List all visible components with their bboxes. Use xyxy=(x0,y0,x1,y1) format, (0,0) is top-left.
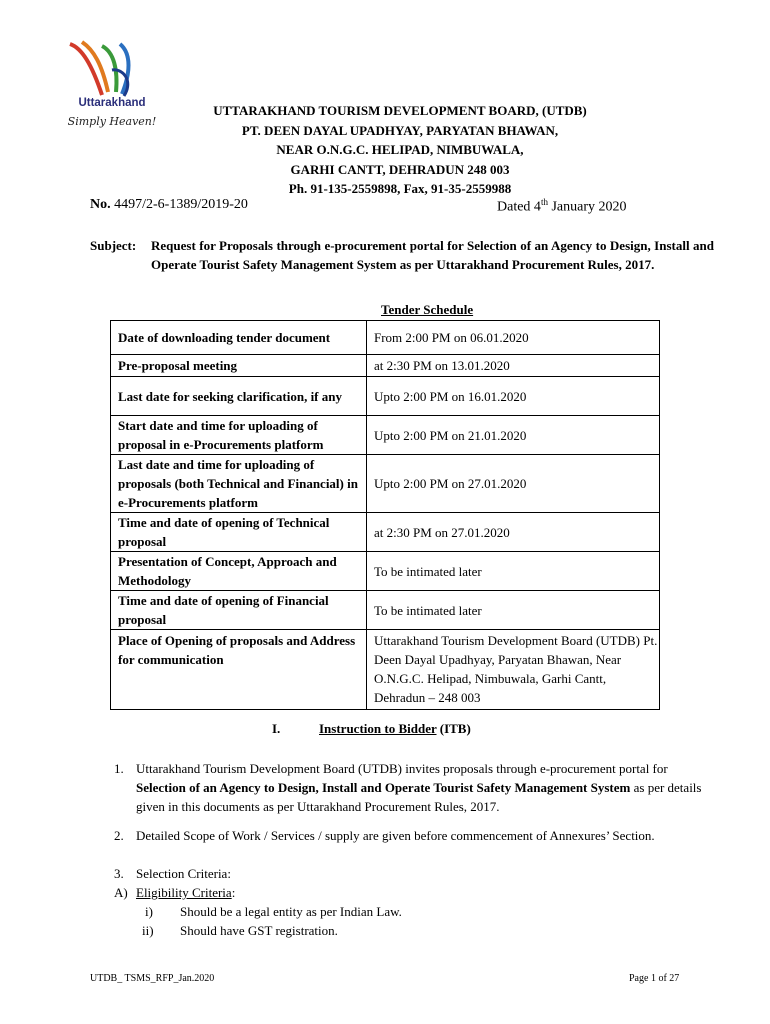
eligibility-heading-text: Eligibility Criteria xyxy=(136,885,232,900)
paragraph-text: Selection Criteria: xyxy=(136,866,231,881)
section-number: I. xyxy=(272,721,281,736)
schedule-value: To be intimated later xyxy=(367,552,660,591)
itb-paragraph-3 xyxy=(114,864,718,883)
reference-value: 4497/2-6-1389/2019-20 xyxy=(114,197,248,212)
table-row xyxy=(111,552,660,591)
paragraph-number: 1. xyxy=(114,761,124,776)
schedule-title: Tender Schedule xyxy=(381,302,474,317)
date-ordinal: th xyxy=(540,197,548,207)
schedule-label: Last date for seeking clarification, if any xyxy=(111,377,367,416)
schedule-label: Start date and time for uploading of proposal in e-Procurements platform xyxy=(111,416,367,455)
logo-swirl-icon xyxy=(62,40,162,100)
reference-number xyxy=(90,197,248,213)
reference-label: No. xyxy=(90,197,111,212)
paragraph-number: 2. xyxy=(114,828,124,843)
schedule-label: Time and date of opening of Technical proposal xyxy=(111,513,367,552)
table-row xyxy=(111,377,660,416)
schedule-label: Time and date of opening of Financial proposal xyxy=(111,591,367,630)
criteria-item-text: Should have GST registration. xyxy=(180,923,338,938)
schedule-value: Upto 2:00 PM on 27.01.2020 xyxy=(367,455,660,513)
schedule-value: Upto 2:00 PM on 16.01.2020 xyxy=(367,377,660,416)
logo-brand-text: Uttarakhand xyxy=(78,97,146,109)
subject xyxy=(90,236,714,274)
subject-text: Request for Proposals through e-procurement portal for Selection of an Agency to Design, Install and Operate Tourist Safety Management System as per Uttarakhand Procurement Rules, 2017. xyxy=(151,238,714,272)
date-suffix: January 2020 xyxy=(547,199,627,215)
schedule-label: Place of Opening of proposals and Address for communication xyxy=(111,630,367,710)
criteria-item-number: i) xyxy=(145,904,153,919)
tender-schedule-table xyxy=(110,320,660,710)
footer-page-number: Page 1 of 27 xyxy=(629,973,680,984)
itb-paragraph-1 xyxy=(114,759,718,816)
uttarakhand-logo xyxy=(62,40,162,135)
itb-paragraph-2 xyxy=(114,826,718,845)
schedule-label: Date of downloading tender document xyxy=(111,321,367,355)
schedule-label: Pre-proposal meeting xyxy=(111,355,367,377)
section-title-underlined: Instruction to Bidder xyxy=(319,721,437,736)
schedule-label: Last date and time for uploading of proposals (both Technical and Financial) in e-Procurements platform xyxy=(111,455,367,513)
schedule-value: From 2:00 PM on 06.01.2020 xyxy=(367,321,660,355)
criteria-item-text: Should be a legal entity as per Indian Law. xyxy=(180,904,402,919)
section-title xyxy=(319,721,471,737)
document-date xyxy=(497,197,627,216)
schedule-value: Upto 2:00 PM on 21.01.2020 xyxy=(367,416,660,455)
paragraph-text: Detailed Scope of Work / Services / supply are given before commencement of Annexures’ Section. xyxy=(136,828,655,843)
table-row xyxy=(111,355,660,377)
paragraph-text-start: Uttarakhand Tourism Development Board (UTDB) invites proposals through e-procurement portal for xyxy=(136,761,668,776)
paragraph-text xyxy=(136,759,718,816)
date-prefix: Dated 4 xyxy=(497,199,541,215)
criteria-item-number: ii) xyxy=(142,923,154,938)
paragraph-text-end: as per details given in this documents as per Uttarakhand Procurement Rules, 2017. xyxy=(136,780,702,814)
schedule-label: Presentation of Concept, Approach and Methodology xyxy=(111,552,367,591)
section-title-rest: (ITB) xyxy=(436,721,471,736)
table-row xyxy=(111,321,660,355)
letterhead-line: PT. DEEN DAYAL UPADHYAY, PARYATAN BHAWAN, xyxy=(241,122,559,138)
eligibility-letter: A) xyxy=(114,885,128,900)
schedule-value: To be intimated later xyxy=(367,591,660,630)
subject-label: Subject: xyxy=(90,238,137,253)
eligibility-colon: : xyxy=(231,885,236,900)
table-row xyxy=(111,630,660,710)
letterhead-line: Ph. 91-135-2559898, Fax, 91-35-2559988 xyxy=(288,181,512,196)
letterhead xyxy=(180,101,620,199)
letterhead-line: UTTARAKHAND TOURISM DEVELOPMENT BOARD, (UTDB) xyxy=(213,103,587,118)
paragraph-text-bold: Selection of an Agency to Design, Install and Operate Tourist Safety Management System xyxy=(136,780,631,795)
letterhead-line: NEAR O.N.G.C. HELIPAD, NIMBUWALA, xyxy=(276,142,524,157)
table-row xyxy=(111,455,660,513)
eligibility-heading xyxy=(136,883,235,902)
schedule-value: at 2:30 PM on 27.01.2020 xyxy=(367,513,660,552)
schedule-value: at 2:30 PM on 13.01.2020 xyxy=(367,355,660,377)
logo-tagline: Simply Heaven! xyxy=(67,115,157,128)
schedule-value: Uttarakhand Tourism Development Board (UTDB) Pt. Deen Dayal Upadhyay, Paryatan Bhawan, Near O.N.G.C. Helipad, Nimbuwala, Garhi Cantt, Dehradun – 248 003 xyxy=(367,630,660,710)
letterhead-line: GARHI CANTT, DEHRADUN 248 003 xyxy=(290,161,510,177)
table-row xyxy=(111,513,660,552)
table-row xyxy=(111,591,660,630)
table-row xyxy=(111,416,660,455)
footer-document-id: UTDB_ TSMS_RFP_Jan.2020 xyxy=(90,973,215,984)
paragraph-number: 3. xyxy=(114,866,124,881)
